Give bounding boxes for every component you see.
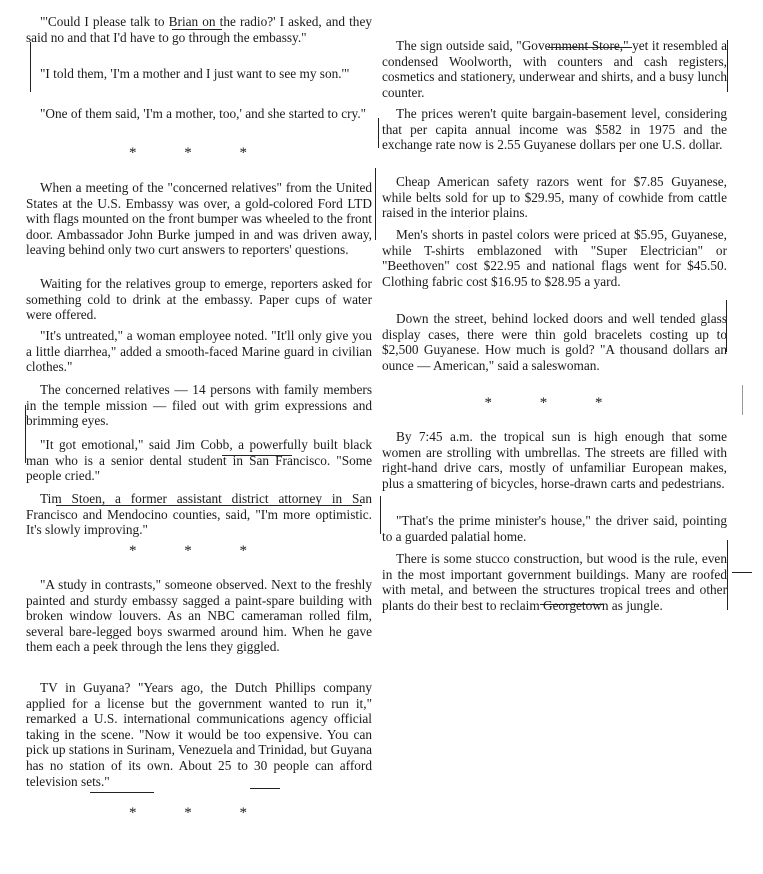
margin-mark (727, 40, 728, 92)
right-paragraph-1: The sign outside said, "Government Store," yet it resembled a condensed Woolworth, with counters and cash registers, cosmetics and stationery, underwear and shirts, and a busy lunch counter. (382, 38, 727, 100)
underline-mark (90, 792, 154, 793)
margin-mark (375, 168, 376, 240)
right-paragraph-2: The prices weren't quite bargain-basement level, considering that per capita annual income was $582 in 1975 and the exchange rate now is 2.55 Guyanese dollars per one U.S. dollar. (382, 106, 727, 153)
right-paragraph-4: Men's shorts in pastel colors were priced at $5.95, Guyanese, while T-shirts emblazoned with "Super Electrician" or "Beethoven" cost $22.95 and national flags went for $45.50. Clothing fabric cost $16.95 to $28.95 a yard. (382, 227, 727, 289)
left-paragraph-9: Tim Stoen, a former assistant district attorney in San Francisco and Mendocino counties, said, "I'm more optimistic. It's slowly improving." (26, 491, 372, 538)
underline-mark (172, 29, 222, 30)
right-paragraph-8: There is some stucco construction, but wood is the rule, even in the most important government buildings. Many are roofed with metal, and between the structures tropical trees and other plants do their best to reclaim Georgetown as jungle. (382, 551, 727, 613)
underline-mark (548, 47, 632, 48)
left-paragraph-3: "One of them said, 'I'm a mother, too,' and she started to cry." (40, 106, 367, 121)
left-paragraph-11: TV in Guyana? "Years ago, the Dutch Phillips company applied for a license but the government wanted to run it," remarked a U.S. international communications agency official taking in the scene. "Now it would be too expensive. You can pick up stations in Surinam, Venezuela and Trinidad, but Guyana has no station of its own. About 25 to 30 people can afford television sets." (26, 680, 372, 789)
left-paragraph-2: "I told them, 'I'm a mother and I just want to see my son.'" (40, 66, 350, 81)
margin-mark (742, 385, 743, 415)
underline-mark (250, 788, 280, 789)
margin-mark (25, 405, 26, 463)
left-paragraph-8: "It got emotional," said Jim Cobb, a powerfully built black man who is a senior dental student in San Francisco. "Some people cried." (26, 437, 372, 484)
left-paragraph-4: When a meeting of the "concerned relatives" from the United States at the U.S. Embassy was over, a gold-colored Ford LTD with flags mounted on the front bumper was wheeled to the front door. Ambassador John Burke jumped in and was driven away, leaving behind only two curt answers to reporters' questions. (26, 180, 373, 258)
left-paragraph-7: The concerned relatives — 14 persons with family members in the temple mission — filed out with grim expressions and brimming eyes. (26, 382, 372, 429)
right-paragraph-5: Down the street, behind locked doors and well tended glass display cases, there were thin gold bracelets costing up to $2,500 Guyanese. How much is gold? "A thousand dollars an ounce — American," said a saleswoman. (382, 311, 727, 373)
underline-mark (56, 505, 362, 506)
margin-mark (726, 300, 727, 352)
section-break-stars: * * * (129, 805, 269, 821)
underline-mark (222, 455, 292, 456)
margin-mark (380, 496, 381, 534)
section-break-stars: * * * (129, 543, 269, 559)
left-paragraph-10: "A study in contrasts," someone observed. Next to the freshly painted and sturdy embassy sagged a paint-spare building with broken window louvers. As an NBC cameraman rolled film, several bare-legged boys swarmed around him. When he gave them each a peek through the lens they giggled. (26, 577, 372, 655)
section-break-stars: * * * (129, 145, 269, 161)
margin-mark (30, 42, 31, 92)
margin-mark (378, 118, 379, 148)
left-paragraph-6: "It's untreated," a woman employee noted. "It'll only give you a little diarrhea," added a smooth-faced Marine guard in civilian clothes." (26, 328, 372, 375)
right-paragraph-7: "That's the prime minister's house," the driver said, pointing to a guarded palatial home. (382, 513, 727, 544)
margin-mark (727, 540, 728, 610)
left-paragraph-5: Waiting for the relatives group to emerge, reporters asked for something cold to drink at the embassy. Paper cups of water were offered. (26, 276, 372, 323)
left-paragraph-1: "'Could I please talk to Brian on the radio?' I asked, and they said no and that I'd have to go through the embassy." (26, 14, 372, 45)
underline-mark (540, 604, 604, 605)
section-break-stars: * * * (484, 395, 625, 411)
right-paragraph-3: Cheap American safety razors went for $7.85 Guyanese, while belts sold for up to $29.95, many of cowhide from cattle raised in the interior plains. (382, 174, 727, 221)
right-paragraph-6: By 7:45 a.m. the tropical sun is high enough that some women are strolling with umbrellas. The streets are filled with right-hand drive cars, mostly of unfamiliar European makes, plus a smattering of bicycles, horse-drawn carts and pedestrians. (382, 429, 727, 491)
underline-mark (732, 572, 752, 573)
